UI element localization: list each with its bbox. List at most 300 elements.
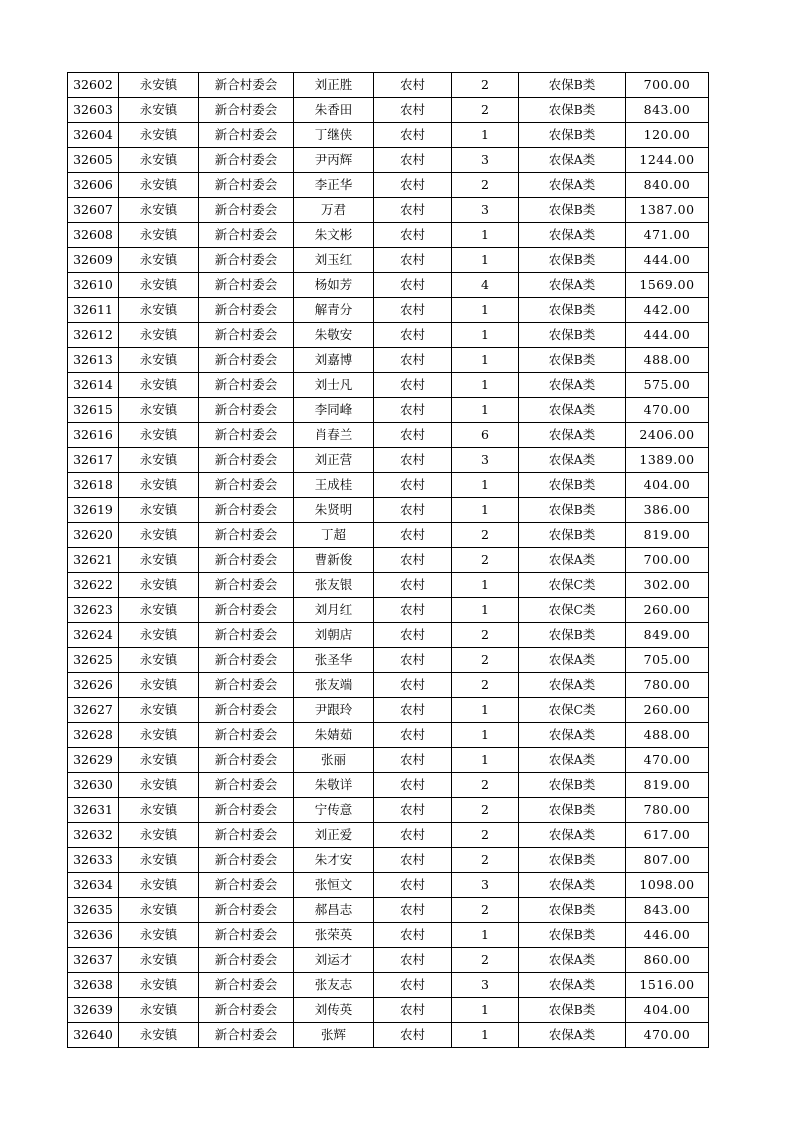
record-number-cell: 32609 [68, 248, 119, 273]
household-count-cell: 1 [452, 1023, 519, 1048]
town-cell: 永安镇 [119, 123, 199, 148]
household-count-cell: 1 [452, 998, 519, 1023]
table-row [68, 523, 709, 548]
record-number-cell: 32603 [68, 98, 119, 123]
household-count-cell: 1 [452, 723, 519, 748]
amount-cell: 302.00 [626, 573, 709, 598]
household-count-cell: 2 [452, 648, 519, 673]
village-committee-cell: 新合村委会 [199, 748, 294, 773]
amount-cell: 780.00 [626, 673, 709, 698]
person-name-cell: 刘月红 [294, 598, 374, 623]
amount-cell: 840.00 [626, 173, 709, 198]
village-committee-cell: 新合村委会 [199, 148, 294, 173]
town-cell: 永安镇 [119, 823, 199, 848]
town-cell: 永安镇 [119, 973, 199, 998]
person-name-cell: 肖春兰 [294, 423, 374, 448]
record-number-cell: 32614 [68, 373, 119, 398]
table-row [68, 173, 709, 198]
insurance-category-cell: 农保A类 [519, 723, 626, 748]
area-type-cell: 农村 [374, 498, 452, 523]
insurance-category-cell: 农保A类 [519, 948, 626, 973]
area-type-cell: 农村 [374, 348, 452, 373]
amount-cell: 120.00 [626, 123, 709, 148]
household-count-cell: 3 [452, 148, 519, 173]
area-type-cell: 农村 [374, 298, 452, 323]
town-cell: 永安镇 [119, 698, 199, 723]
town-cell: 永安镇 [119, 573, 199, 598]
record-number-cell: 32610 [68, 273, 119, 298]
village-committee-cell: 新合村委会 [199, 473, 294, 498]
area-type-cell: 农村 [374, 798, 452, 823]
insurance-category-cell: 农保A类 [519, 448, 626, 473]
amount-cell: 446.00 [626, 923, 709, 948]
record-number-cell: 32635 [68, 898, 119, 923]
record-number-cell: 32627 [68, 698, 119, 723]
amount-cell: 860.00 [626, 948, 709, 973]
area-type-cell: 农村 [374, 648, 452, 673]
household-count-cell: 2 [452, 548, 519, 573]
household-count-cell: 2 [452, 823, 519, 848]
village-committee-cell: 新合村委会 [199, 1023, 294, 1048]
person-name-cell: 杨如芳 [294, 273, 374, 298]
town-cell: 永安镇 [119, 98, 199, 123]
town-cell: 永安镇 [119, 223, 199, 248]
table-row [68, 598, 709, 623]
table-row [68, 148, 709, 173]
insurance-category-cell: 农保B类 [519, 848, 626, 873]
insurance-category-cell: 农保A类 [519, 548, 626, 573]
amount-cell: 260.00 [626, 598, 709, 623]
household-count-cell: 3 [452, 973, 519, 998]
town-cell: 永安镇 [119, 798, 199, 823]
table-row [68, 748, 709, 773]
area-type-cell: 农村 [374, 548, 452, 573]
table-body [68, 73, 709, 1048]
insurance-category-cell: 农保B类 [519, 998, 626, 1023]
household-count-cell: 2 [452, 773, 519, 798]
town-cell: 永安镇 [119, 773, 199, 798]
household-count-cell: 2 [452, 848, 519, 873]
village-committee-cell: 新合村委会 [199, 573, 294, 598]
area-type-cell: 农村 [374, 873, 452, 898]
household-count-cell: 1 [452, 748, 519, 773]
person-name-cell: 刘正营 [294, 448, 374, 473]
town-cell: 永安镇 [119, 398, 199, 423]
village-committee-cell: 新合村委会 [199, 123, 294, 148]
village-committee-cell: 新合村委会 [199, 648, 294, 673]
area-type-cell: 农村 [374, 123, 452, 148]
amount-cell: 1389.00 [626, 448, 709, 473]
village-committee-cell: 新合村委会 [199, 423, 294, 448]
insurance-category-cell: 农保B类 [519, 898, 626, 923]
area-type-cell: 农村 [374, 173, 452, 198]
person-name-cell: 张友银 [294, 573, 374, 598]
village-committee-cell: 新合村委会 [199, 898, 294, 923]
amount-cell: 470.00 [626, 398, 709, 423]
town-cell: 永安镇 [119, 473, 199, 498]
household-count-cell: 2 [452, 73, 519, 98]
amount-cell: 1569.00 [626, 273, 709, 298]
insurance-category-cell: 农保A类 [519, 223, 626, 248]
area-type-cell: 农村 [374, 673, 452, 698]
amount-cell: 2406.00 [626, 423, 709, 448]
table-row [68, 648, 709, 673]
person-name-cell: 刘传英 [294, 998, 374, 1023]
insurance-category-cell: 农保A类 [519, 173, 626, 198]
insurance-category-cell: 农保A类 [519, 648, 626, 673]
record-number-cell: 32612 [68, 323, 119, 348]
village-committee-cell: 新合村委会 [199, 73, 294, 98]
area-type-cell: 农村 [374, 973, 452, 998]
table-row [68, 248, 709, 273]
person-name-cell: 丁继侠 [294, 123, 374, 148]
household-count-cell: 1 [452, 598, 519, 623]
person-name-cell: 李同峰 [294, 398, 374, 423]
record-number-cell: 32634 [68, 873, 119, 898]
amount-cell: 700.00 [626, 73, 709, 98]
insurance-category-cell: 农保A类 [519, 148, 626, 173]
household-count-cell: 2 [452, 623, 519, 648]
record-number-cell: 32639 [68, 998, 119, 1023]
person-name-cell: 朱才安 [294, 848, 374, 873]
table-row [68, 673, 709, 698]
table-row [68, 473, 709, 498]
record-number-cell: 32608 [68, 223, 119, 248]
household-count-cell: 1 [452, 923, 519, 948]
town-cell: 永安镇 [119, 148, 199, 173]
village-committee-cell: 新合村委会 [199, 348, 294, 373]
record-number-cell: 32623 [68, 598, 119, 623]
table-row [68, 723, 709, 748]
record-number-cell: 32637 [68, 948, 119, 973]
area-type-cell: 农村 [374, 373, 452, 398]
amount-cell: 700.00 [626, 548, 709, 573]
town-cell: 永安镇 [119, 873, 199, 898]
town-cell: 永安镇 [119, 348, 199, 373]
table-row [68, 423, 709, 448]
area-type-cell: 农村 [374, 398, 452, 423]
household-count-cell: 2 [452, 98, 519, 123]
area-type-cell: 农村 [374, 73, 452, 98]
person-name-cell: 刘朝店 [294, 623, 374, 648]
village-committee-cell: 新合村委会 [199, 873, 294, 898]
village-committee-cell: 新合村委会 [199, 373, 294, 398]
town-cell: 永安镇 [119, 998, 199, 1023]
insurance-category-cell: 农保B类 [519, 498, 626, 523]
insurance-category-cell: 农保B类 [519, 773, 626, 798]
village-committee-cell: 新合村委会 [199, 823, 294, 848]
amount-cell: 470.00 [626, 1023, 709, 1048]
area-type-cell: 农村 [374, 898, 452, 923]
household-count-cell: 1 [452, 573, 519, 598]
village-committee-cell: 新合村委会 [199, 623, 294, 648]
table-row [68, 198, 709, 223]
household-count-cell: 2 [452, 523, 519, 548]
insurance-category-cell: 农保B类 [519, 323, 626, 348]
table-row [68, 948, 709, 973]
town-cell: 永安镇 [119, 73, 199, 98]
record-number-cell: 32629 [68, 748, 119, 773]
person-name-cell: 张荣英 [294, 923, 374, 948]
table-row [68, 923, 709, 948]
record-number-cell: 32638 [68, 973, 119, 998]
village-committee-cell: 新合村委会 [199, 248, 294, 273]
table-row [68, 998, 709, 1023]
household-count-cell: 1 [452, 373, 519, 398]
village-committee-cell: 新合村委会 [199, 98, 294, 123]
record-number-cell: 32621 [68, 548, 119, 573]
record-number-cell: 32619 [68, 498, 119, 523]
table-row [68, 223, 709, 248]
household-count-cell: 2 [452, 798, 519, 823]
household-count-cell: 1 [452, 123, 519, 148]
town-cell: 永安镇 [119, 173, 199, 198]
area-type-cell: 农村 [374, 923, 452, 948]
person-name-cell: 刘正爱 [294, 823, 374, 848]
amount-cell: 1098.00 [626, 873, 709, 898]
amount-cell: 843.00 [626, 98, 709, 123]
amount-cell: 843.00 [626, 898, 709, 923]
area-type-cell: 农村 [374, 598, 452, 623]
village-committee-cell: 新合村委会 [199, 698, 294, 723]
insurance-category-cell: 农保C类 [519, 698, 626, 723]
insurance-category-cell: 农保B类 [519, 123, 626, 148]
area-type-cell: 农村 [374, 948, 452, 973]
person-name-cell: 尹丙辉 [294, 148, 374, 173]
person-name-cell: 曹新俊 [294, 548, 374, 573]
amount-cell: 442.00 [626, 298, 709, 323]
amount-cell: 705.00 [626, 648, 709, 673]
area-type-cell: 农村 [374, 198, 452, 223]
insurance-category-cell: 农保A类 [519, 873, 626, 898]
insurance-category-cell: 农保A类 [519, 973, 626, 998]
household-count-cell: 3 [452, 198, 519, 223]
insurance-category-cell: 农保A类 [519, 398, 626, 423]
village-committee-cell: 新合村委会 [199, 548, 294, 573]
record-number-cell: 32618 [68, 473, 119, 498]
insurance-category-cell: 农保B类 [519, 798, 626, 823]
person-name-cell: 张圣华 [294, 648, 374, 673]
insurance-category-cell: 农保A类 [519, 748, 626, 773]
household-count-cell: 3 [452, 448, 519, 473]
insurance-category-cell: 农保A类 [519, 373, 626, 398]
amount-cell: 819.00 [626, 523, 709, 548]
town-cell: 永安镇 [119, 373, 199, 398]
table-row [68, 898, 709, 923]
town-cell: 永安镇 [119, 673, 199, 698]
household-count-cell: 1 [452, 248, 519, 273]
insurance-category-cell: 农保C类 [519, 598, 626, 623]
amount-cell: 404.00 [626, 473, 709, 498]
area-type-cell: 农村 [374, 223, 452, 248]
table-row [68, 398, 709, 423]
village-committee-cell: 新合村委会 [199, 948, 294, 973]
person-name-cell: 万君 [294, 198, 374, 223]
record-number-cell: 32611 [68, 298, 119, 323]
person-name-cell: 解青分 [294, 298, 374, 323]
village-committee-cell: 新合村委会 [199, 448, 294, 473]
insurance-category-cell: 农保C类 [519, 573, 626, 598]
person-name-cell: 刘士凡 [294, 373, 374, 398]
insurance-category-cell: 农保B类 [519, 473, 626, 498]
person-name-cell: 尹跟玲 [294, 698, 374, 723]
town-cell: 永安镇 [119, 248, 199, 273]
household-count-cell: 2 [452, 898, 519, 923]
town-cell: 永安镇 [119, 598, 199, 623]
amount-cell: 470.00 [626, 748, 709, 773]
record-number-cell: 32605 [68, 148, 119, 173]
insurance-category-cell: 农保B类 [519, 73, 626, 98]
area-type-cell: 农村 [374, 698, 452, 723]
insurance-category-cell: 农保B类 [519, 348, 626, 373]
person-name-cell: 刘嘉博 [294, 348, 374, 373]
area-type-cell: 农村 [374, 723, 452, 748]
household-count-cell: 6 [452, 423, 519, 448]
town-cell: 永安镇 [119, 548, 199, 573]
area-type-cell: 农村 [374, 1023, 452, 1048]
person-name-cell: 朱敬安 [294, 323, 374, 348]
person-name-cell: 丁超 [294, 523, 374, 548]
table-row [68, 773, 709, 798]
table-row [68, 623, 709, 648]
town-cell: 永安镇 [119, 298, 199, 323]
area-type-cell: 农村 [374, 998, 452, 1023]
record-number-cell: 32633 [68, 848, 119, 873]
table-row [68, 848, 709, 873]
household-count-cell: 1 [452, 698, 519, 723]
village-committee-cell: 新合村委会 [199, 173, 294, 198]
village-committee-cell: 新合村委会 [199, 273, 294, 298]
insurance-category-cell: 农保A类 [519, 273, 626, 298]
area-type-cell: 农村 [374, 523, 452, 548]
town-cell: 永安镇 [119, 923, 199, 948]
town-cell: 永安镇 [119, 623, 199, 648]
insurance-category-cell: 农保A类 [519, 1023, 626, 1048]
table-row [68, 348, 709, 373]
person-name-cell: 朱香田 [294, 98, 374, 123]
table-row [68, 498, 709, 523]
table-row [68, 373, 709, 398]
insurance-category-cell: 农保B类 [519, 198, 626, 223]
town-cell: 永安镇 [119, 748, 199, 773]
table-row [68, 823, 709, 848]
amount-cell: 780.00 [626, 798, 709, 823]
area-type-cell: 农村 [374, 323, 452, 348]
table-row [68, 298, 709, 323]
area-type-cell: 农村 [374, 773, 452, 798]
record-number-cell: 32624 [68, 623, 119, 648]
amount-cell: 488.00 [626, 348, 709, 373]
village-committee-cell: 新合村委会 [199, 673, 294, 698]
record-number-cell: 32604 [68, 123, 119, 148]
amount-cell: 444.00 [626, 323, 709, 348]
table-row [68, 573, 709, 598]
town-cell: 永安镇 [119, 723, 199, 748]
household-count-cell: 1 [452, 223, 519, 248]
person-name-cell: 朱敬详 [294, 773, 374, 798]
person-name-cell: 朱贤明 [294, 498, 374, 523]
household-count-cell: 1 [452, 298, 519, 323]
household-count-cell: 1 [452, 398, 519, 423]
village-committee-cell: 新合村委会 [199, 298, 294, 323]
village-committee-cell: 新合村委会 [199, 198, 294, 223]
record-number-cell: 32615 [68, 398, 119, 423]
area-type-cell: 农村 [374, 248, 452, 273]
record-number-cell: 32625 [68, 648, 119, 673]
household-count-cell: 2 [452, 173, 519, 198]
area-type-cell: 农村 [374, 623, 452, 648]
amount-cell: 404.00 [626, 998, 709, 1023]
insurance-category-cell: 农保A类 [519, 423, 626, 448]
insurance-category-cell: 农保B类 [519, 248, 626, 273]
area-type-cell: 农村 [374, 473, 452, 498]
town-cell: 永安镇 [119, 448, 199, 473]
record-number-cell: 32626 [68, 673, 119, 698]
town-cell: 永安镇 [119, 198, 199, 223]
person-name-cell: 王成桂 [294, 473, 374, 498]
town-cell: 永安镇 [119, 423, 199, 448]
village-committee-cell: 新合村委会 [199, 223, 294, 248]
village-committee-cell: 新合村委会 [199, 848, 294, 873]
household-count-cell: 1 [452, 473, 519, 498]
table-row [68, 98, 709, 123]
village-committee-cell: 新合村委会 [199, 398, 294, 423]
person-name-cell: 张丽 [294, 748, 374, 773]
person-name-cell: 刘正胜 [294, 73, 374, 98]
insurance-category-cell: 农保B类 [519, 523, 626, 548]
person-name-cell: 宁传意 [294, 798, 374, 823]
household-count-cell: 1 [452, 498, 519, 523]
amount-cell: 849.00 [626, 623, 709, 648]
village-committee-cell: 新合村委会 [199, 723, 294, 748]
record-number-cell: 32613 [68, 348, 119, 373]
town-cell: 永安镇 [119, 848, 199, 873]
table-row [68, 73, 709, 98]
area-type-cell: 农村 [374, 448, 452, 473]
town-cell: 永安镇 [119, 498, 199, 523]
person-name-cell: 张恒文 [294, 873, 374, 898]
record-number-cell: 32630 [68, 773, 119, 798]
area-type-cell: 农村 [374, 848, 452, 873]
insurance-category-cell: 农保B类 [519, 98, 626, 123]
person-name-cell: 李正华 [294, 173, 374, 198]
table-row [68, 548, 709, 573]
record-number-cell: 32620 [68, 523, 119, 548]
insurance-category-cell: 农保A类 [519, 823, 626, 848]
town-cell: 永安镇 [119, 323, 199, 348]
household-count-cell: 4 [452, 273, 519, 298]
record-number-cell: 32617 [68, 448, 119, 473]
record-number-cell: 32616 [68, 423, 119, 448]
village-committee-cell: 新合村委会 [199, 598, 294, 623]
record-number-cell: 32606 [68, 173, 119, 198]
table-row [68, 798, 709, 823]
town-cell: 永安镇 [119, 523, 199, 548]
area-type-cell: 农村 [374, 148, 452, 173]
area-type-cell: 农村 [374, 748, 452, 773]
person-name-cell: 张友志 [294, 973, 374, 998]
amount-cell: 575.00 [626, 373, 709, 398]
amount-cell: 444.00 [626, 248, 709, 273]
amount-cell: 386.00 [626, 498, 709, 523]
insurance-category-cell: 农保B类 [519, 623, 626, 648]
amount-cell: 617.00 [626, 823, 709, 848]
record-number-cell: 32640 [68, 1023, 119, 1048]
person-name-cell: 张辉 [294, 1023, 374, 1048]
village-committee-cell: 新合村委会 [199, 523, 294, 548]
town-cell: 永安镇 [119, 1023, 199, 1048]
village-committee-cell: 新合村委会 [199, 998, 294, 1023]
